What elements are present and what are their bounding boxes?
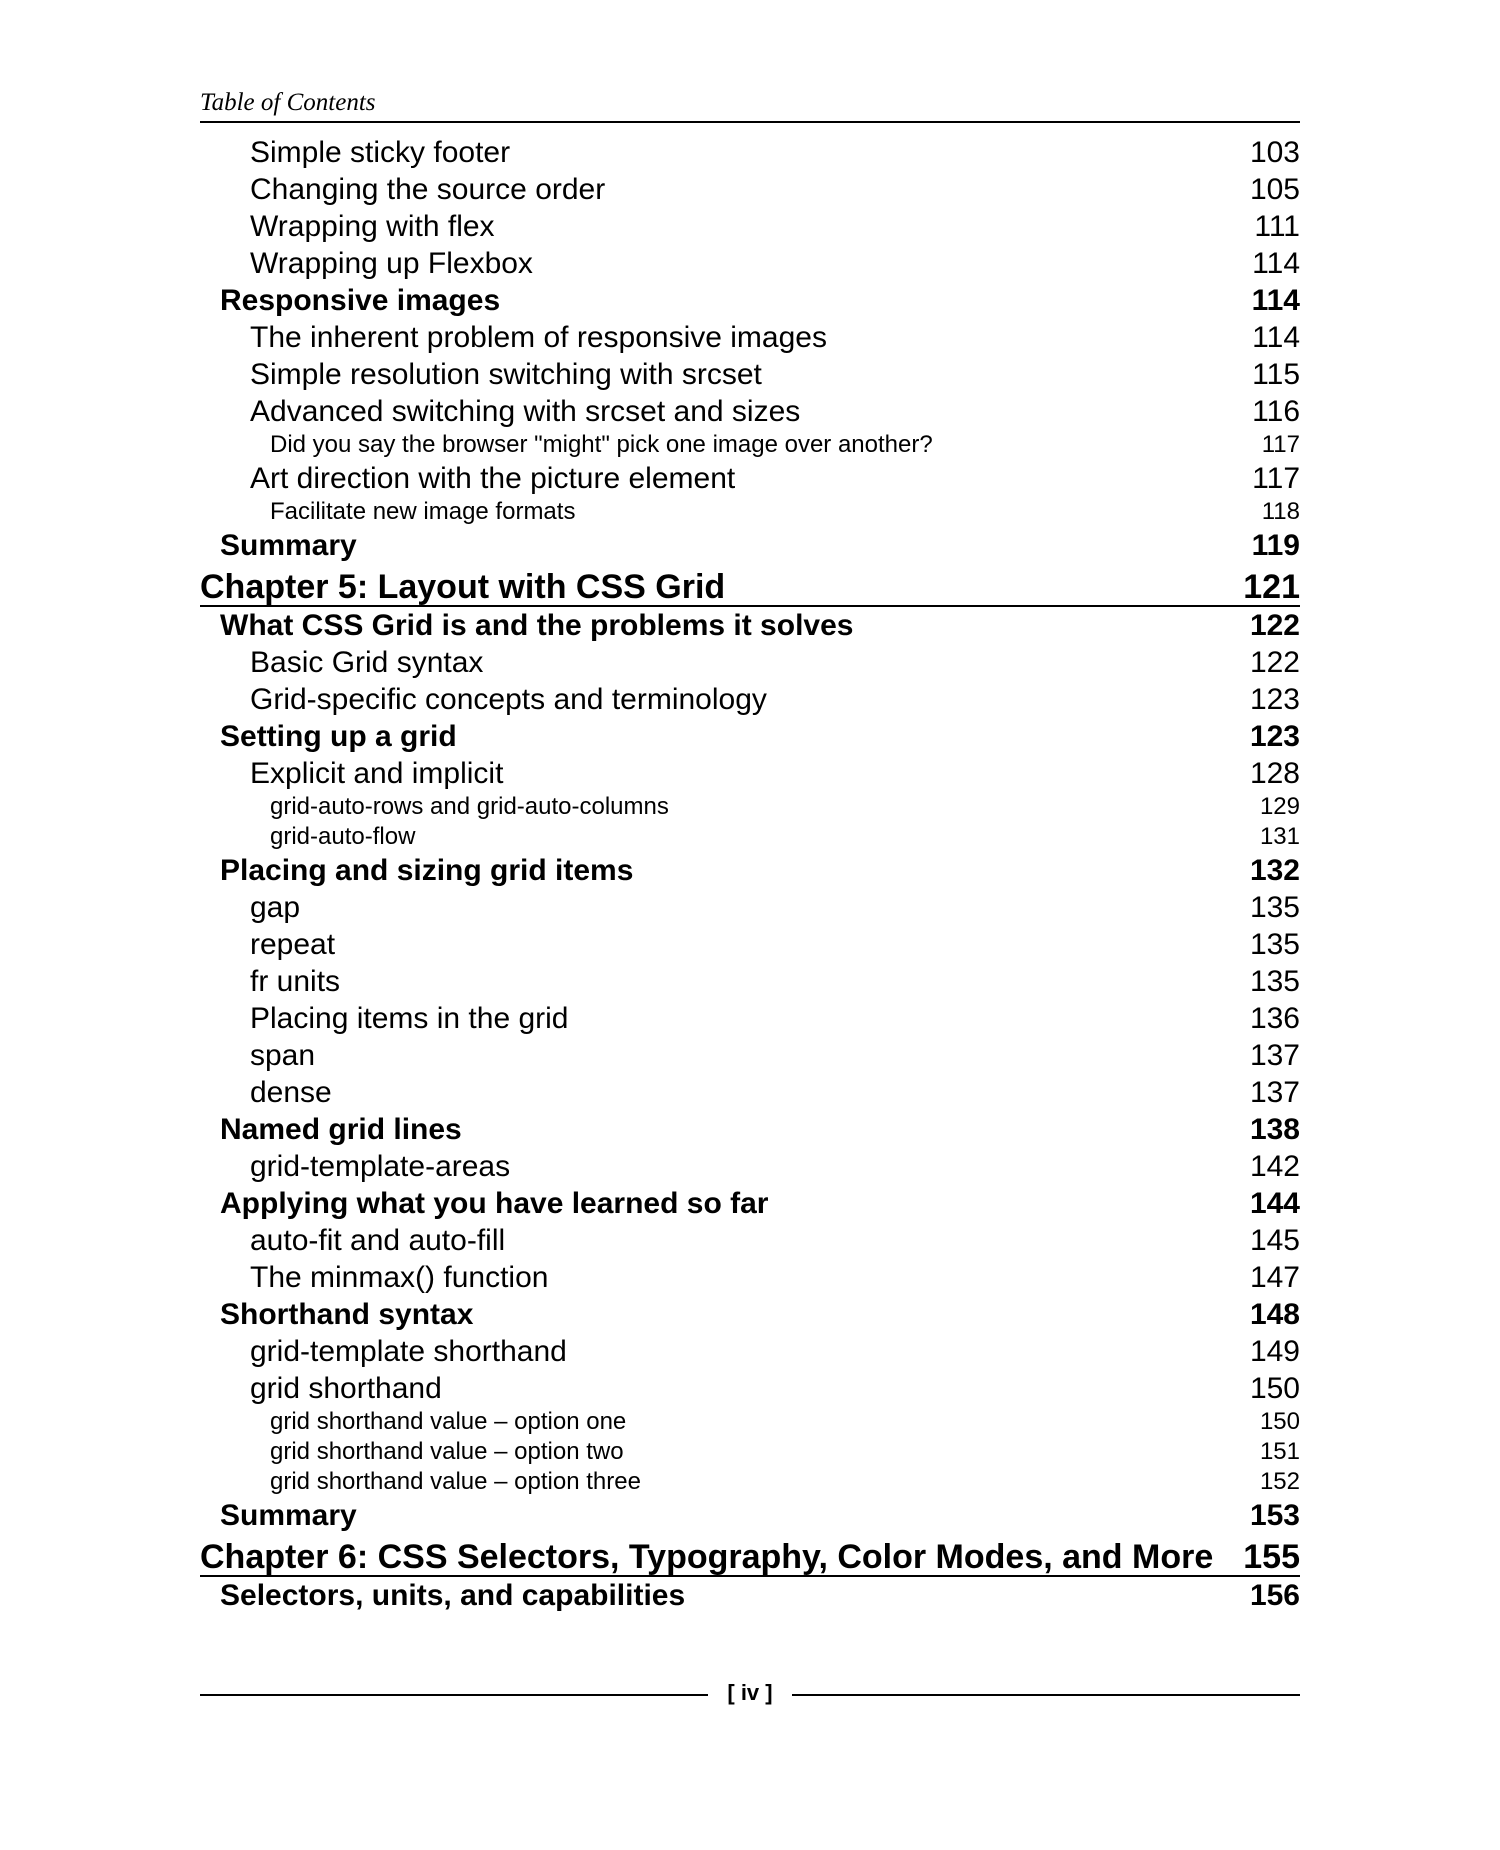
page-footer [200, 1676, 1300, 1712]
toc-entry-title: Setting up a grid [220, 720, 457, 753]
toc-entry-title: Grid-specific concepts and terminology [250, 683, 767, 716]
toc-entry-title: repeat [250, 928, 336, 961]
toc-entry-page: 150 [1249, 1372, 1300, 1405]
toc-entry-page: 114 [1252, 321, 1300, 354]
toc-entry-page: 118 [1261, 498, 1300, 525]
toc-entry-page: 122 [1249, 609, 1300, 642]
toc-entry [200, 1410, 1300, 1434]
toc-entry [200, 396, 1300, 427]
toc-entry-page: 114 [1251, 284, 1300, 317]
toc-entry-page: 136 [1249, 1002, 1300, 1035]
toc-entry-page: 135 [1249, 891, 1300, 924]
toc-entry [200, 530, 1300, 561]
toc-entry-title: Explicit and implicit [250, 757, 504, 790]
toc-entry-page: 145 [1249, 1224, 1300, 1257]
toc-entry-page: 131 [1259, 823, 1300, 850]
toc-entry-page: 123 [1249, 720, 1300, 753]
toc-entry-title: gap [250, 891, 301, 924]
toc-entry [200, 1225, 1300, 1256]
toc-entry-title: Summary [220, 529, 357, 562]
toc-entry-title: The inherent problem of responsive images [250, 321, 827, 354]
toc-entry [200, 1262, 1300, 1293]
toc-entry-title: What CSS Grid is and the problems it solves [220, 609, 854, 642]
toc-entry-title: Responsive images [220, 284, 501, 317]
toc-entry-page: 137 [1249, 1076, 1300, 1109]
toc-entry-title: span [250, 1039, 316, 1072]
toc-entry-page: 135 [1249, 928, 1300, 961]
toc-entry-page: 116 [1252, 395, 1300, 428]
toc-entry [200, 1580, 1300, 1611]
toc-entry [200, 433, 1300, 457]
toc-entry-page: 119 [1251, 529, 1300, 562]
toc-entry-title: grid-auto-rows and grid-auto-columns [270, 793, 669, 820]
toc-entry-title: Selectors, units, and capabilities [220, 1579, 686, 1612]
toc-entry-page: 147 [1249, 1261, 1300, 1294]
toc-entry-page: 156 [1249, 1579, 1300, 1612]
toc-entry-page: 122 [1249, 646, 1300, 679]
toc-entry-title: Wrapping up Flexbox [250, 247, 533, 280]
running-header: Table of Contents [200, 89, 376, 116]
toc-entry [200, 1151, 1300, 1182]
toc-entry-page: 105 [1249, 173, 1300, 206]
toc-entry-page: 153 [1249, 1499, 1300, 1532]
toc-entry [200, 1188, 1300, 1219]
toc-entry [200, 684, 1300, 715]
toc-entry [200, 463, 1300, 494]
toc-entry-title: Did you say the browser "might" pick one image over another? [270, 431, 933, 458]
toc-entry-page: 152 [1259, 1468, 1300, 1495]
toc-entry-page: 117 [1261, 431, 1300, 458]
toc-entry [200, 211, 1300, 242]
toc-entry-page: 129 [1259, 793, 1300, 820]
toc-entry-title: Basic Grid syntax [250, 646, 484, 679]
toc-entry [200, 1500, 1300, 1531]
toc-entry [200, 892, 1300, 923]
toc-entry-title: grid-template-areas [250, 1150, 511, 1183]
toc-entry [200, 1440, 1300, 1464]
toc-entry [200, 1114, 1300, 1145]
toc-entry [200, 137, 1300, 168]
toc-entry-title: Advanced switching with srcset and sizes [250, 395, 801, 428]
toc-entry-page: 117 [1252, 462, 1300, 495]
toc-chapter-entry [200, 567, 1300, 604]
toc-entry [200, 285, 1300, 316]
toc-entry [200, 359, 1300, 390]
toc-chapter-entry [200, 1537, 1300, 1574]
toc-entry-title: grid shorthand [250, 1372, 442, 1405]
toc-entry-page: 121 [1243, 568, 1300, 606]
toc-entry-page: 114 [1252, 247, 1300, 280]
toc-entry-page: 115 [1252, 358, 1300, 391]
toc-entry [200, 855, 1300, 886]
toc-entry [200, 1077, 1300, 1108]
toc-entry-title: Summary [220, 1499, 357, 1532]
toc-entry [200, 174, 1300, 205]
toc-entry-page: 111 [1254, 210, 1300, 243]
toc-entry [200, 500, 1300, 524]
toc-entry-title: Applying what you have learned so far [220, 1187, 769, 1220]
toc-entry [200, 929, 1300, 960]
toc-entry-title: Changing the source order [250, 173, 606, 206]
toc-entry [200, 795, 1300, 819]
toc-entry-page: 142 [1249, 1150, 1300, 1183]
toc-entry-page: 128 [1249, 757, 1300, 790]
toc-entry [200, 758, 1300, 789]
toc-entry-title: Simple sticky footer [250, 136, 511, 169]
footer-rule-left [200, 1694, 708, 1696]
toc-entry-page: 123 [1249, 683, 1300, 716]
toc-entry-title: Placing and sizing grid items [220, 854, 634, 887]
toc-entry [200, 1336, 1300, 1367]
toc-entry-title: Placing items in the grid [250, 1002, 569, 1035]
toc-entry-page: 137 [1249, 1039, 1300, 1072]
toc-entry-title: Named grid lines [220, 1113, 462, 1146]
toc-entry [200, 610, 1300, 641]
table-of-contents [200, 0, 1300, 1700]
toc-entry-title: Chapter 6: CSS Selectors, Typography, Color Modes, and More [200, 1538, 1214, 1576]
toc-entry-title: grid shorthand value – option two [270, 1438, 624, 1465]
toc-entry [200, 1299, 1300, 1330]
page-number: [ iv ] [727, 1680, 773, 1705]
toc-entry-title: Wrapping with flex [250, 210, 495, 243]
toc-entry-page: 103 [1249, 136, 1300, 169]
toc-entry-title: Simple resolution switching with srcset [250, 358, 762, 391]
toc-entry [200, 1003, 1300, 1034]
chapter-rule [200, 605, 1300, 607]
toc-entry-page: 138 [1249, 1113, 1300, 1146]
toc-entry-title: auto-fit and auto-fill [250, 1224, 506, 1257]
toc-entry-title: fr units [250, 965, 341, 998]
toc-entry [200, 248, 1300, 279]
toc-entry-page: 151 [1259, 1438, 1300, 1465]
toc-entry-title: The minmax() function [250, 1261, 549, 1294]
toc-entry-title: grid shorthand value – option three [270, 1468, 641, 1495]
toc-entry-title: grid-template shorthand [250, 1335, 567, 1368]
toc-entry-title: grid shorthand value – option one [270, 1408, 627, 1435]
toc-entry [200, 966, 1300, 997]
toc-entry-title: grid-auto-flow [270, 823, 416, 850]
toc-entry [200, 322, 1300, 353]
toc-entry [200, 825, 1300, 849]
toc-entry-page: 135 [1249, 965, 1300, 998]
toc-entry [200, 1040, 1300, 1071]
toc-entry-title: Shorthand syntax [220, 1298, 474, 1331]
toc-entry-page: 132 [1249, 854, 1300, 887]
toc-entry [200, 647, 1300, 678]
toc-entry-page: 148 [1249, 1298, 1300, 1331]
toc-entry-title: Chapter 5: Layout with CSS Grid [200, 568, 726, 606]
toc-entry [200, 1373, 1300, 1404]
toc-entry-title: Art direction with the picture element [250, 462, 736, 495]
toc-entry [200, 1470, 1300, 1494]
footer-rule-right [792, 1694, 1300, 1696]
toc-entry [200, 721, 1300, 752]
toc-entry-title: Facilitate new image formats [270, 498, 576, 525]
toc-entry-page: 144 [1249, 1187, 1300, 1220]
chapter-rule [200, 1575, 1300, 1577]
toc-entry-page: 150 [1259, 1408, 1300, 1435]
toc-entry-page: 155 [1243, 1538, 1300, 1576]
toc-entry-title: dense [250, 1076, 332, 1109]
toc-entry-page: 149 [1249, 1335, 1300, 1368]
